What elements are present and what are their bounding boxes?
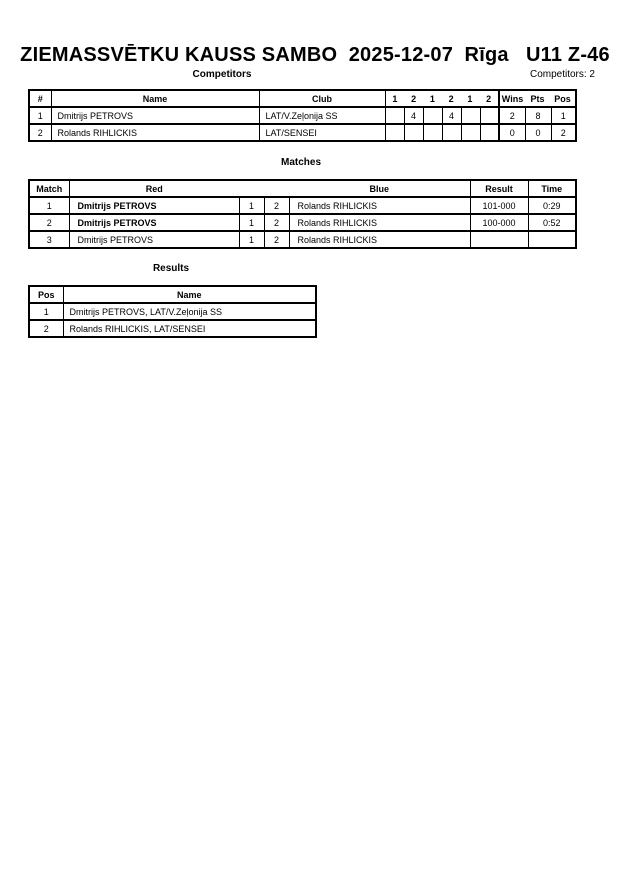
matches-section-title: Matches (280, 157, 322, 168)
blue-corner-num: 2 (264, 231, 289, 248)
round-header: 2 (411, 93, 417, 104)
score-cell: 4 (404, 107, 423, 124)
blue-corner-num: 2 (264, 214, 289, 231)
score-cell (461, 107, 480, 124)
blue-corner-num: 2 (264, 197, 289, 214)
match-num: 3 (29, 231, 69, 248)
pos-cell: 1 (551, 107, 576, 124)
competitors-section-title: Competitors (192, 69, 252, 80)
red-competitor-name: Dmitrijs PETROVS (69, 231, 239, 248)
score-cell (404, 124, 423, 141)
red-corner-num: 1 (239, 231, 264, 248)
round-header: 2 (448, 93, 454, 104)
results-header-pos: Pos (29, 286, 63, 303)
score-cell (461, 124, 480, 141)
matches-table (28, 179, 577, 249)
competitors-header-totals (499, 90, 576, 107)
round-header: 1 (467, 93, 473, 104)
result-pos: 1 (29, 303, 63, 320)
competitors-header-club: Club (259, 90, 385, 107)
match-time (528, 231, 576, 248)
matches-header-row (29, 180, 576, 197)
result-name: Dmitrijs PETROVS, LAT/V.Zeļonija SS (63, 303, 316, 320)
round-header: 2 (486, 93, 492, 104)
match-result (470, 231, 528, 248)
match-row (29, 231, 576, 248)
score-cell (423, 107, 442, 124)
score-cell (480, 107, 499, 124)
match-time: 0:29 (528, 197, 576, 214)
score-cell (480, 124, 499, 141)
wins-cell: 0 (499, 124, 525, 141)
competitor-row (29, 107, 576, 124)
match-result: 101-000 (470, 197, 528, 214)
score-cell (423, 124, 442, 141)
match-num: 1 (29, 197, 69, 214)
wins-cell: 2 (499, 107, 525, 124)
page-title: ZIEMASSVĒTKU KAUSS SAMBO 2025-12-07 Rīga U11 Z-46 (20, 44, 610, 66)
matches-header-result: Result (470, 180, 528, 197)
score-cell: 4 (442, 107, 461, 124)
result-row (29, 320, 316, 337)
score-cell (385, 124, 404, 141)
competitor-num: 1 (29, 107, 51, 124)
pos-cell: 2 (551, 124, 576, 141)
result-name: Rolands RIHLICKIS, LAT/SENSEI (63, 320, 316, 337)
competitor-club: LAT/V.Zeļonija SS (259, 107, 385, 124)
match-time: 0:52 (528, 214, 576, 231)
pts-cell: 0 (525, 124, 551, 141)
competitors-header-num: # (29, 90, 51, 107)
blue-competitor-name: Rolands RIHLICKIS (289, 214, 470, 231)
result-row (29, 303, 316, 320)
score-cell (442, 124, 461, 141)
match-row (29, 214, 576, 231)
red-competitor-name: Dmitrijs PETROVS (69, 214, 239, 231)
competitors-header-name: Name (51, 90, 259, 107)
red-corner-num: 1 (239, 214, 264, 231)
competitor-club: LAT/SENSEI (259, 124, 385, 141)
competitor-name: Rolands RIHLICKIS (51, 124, 259, 141)
competitors-header-row (29, 90, 576, 107)
matches-header-corners (239, 180, 289, 197)
results-section-title: Results (152, 263, 190, 274)
matches-header-red: Red (69, 180, 239, 197)
round-header: 1 (392, 93, 398, 104)
competitor-num: 2 (29, 124, 51, 141)
red-competitor-name: Dmitrijs PETROVS (69, 197, 239, 214)
red-corner-num: 1 (239, 197, 264, 214)
blue-competitor-name: Rolands RIHLICKIS (289, 197, 470, 214)
competitors-count-label: Competitors: 2 (529, 69, 595, 80)
pts-cell: 8 (525, 107, 551, 124)
competitor-name: Dmitrijs PETROVS (51, 107, 259, 124)
results-table (28, 285, 317, 338)
matches-header-match: Match (29, 180, 69, 197)
result-pos: 2 (29, 320, 63, 337)
pos-header: Pos (554, 93, 571, 104)
wins-header: Wins (501, 93, 524, 104)
results-header-name: Name (63, 286, 316, 303)
score-cell (385, 107, 404, 124)
match-result: 100-000 (470, 214, 528, 231)
round-header: 1 (429, 93, 435, 104)
matches-header-blue: Blue (289, 180, 470, 197)
pts-header: Pts (530, 93, 545, 104)
competitors-table (28, 89, 577, 142)
matches-header-time: Time (528, 180, 576, 197)
competitor-row (29, 124, 576, 141)
competitors-header-rounds (385, 90, 499, 107)
match-num: 2 (29, 214, 69, 231)
results-header-row (29, 286, 316, 303)
blue-competitor-name: Rolands RIHLICKIS (289, 231, 470, 248)
match-row (29, 197, 576, 214)
